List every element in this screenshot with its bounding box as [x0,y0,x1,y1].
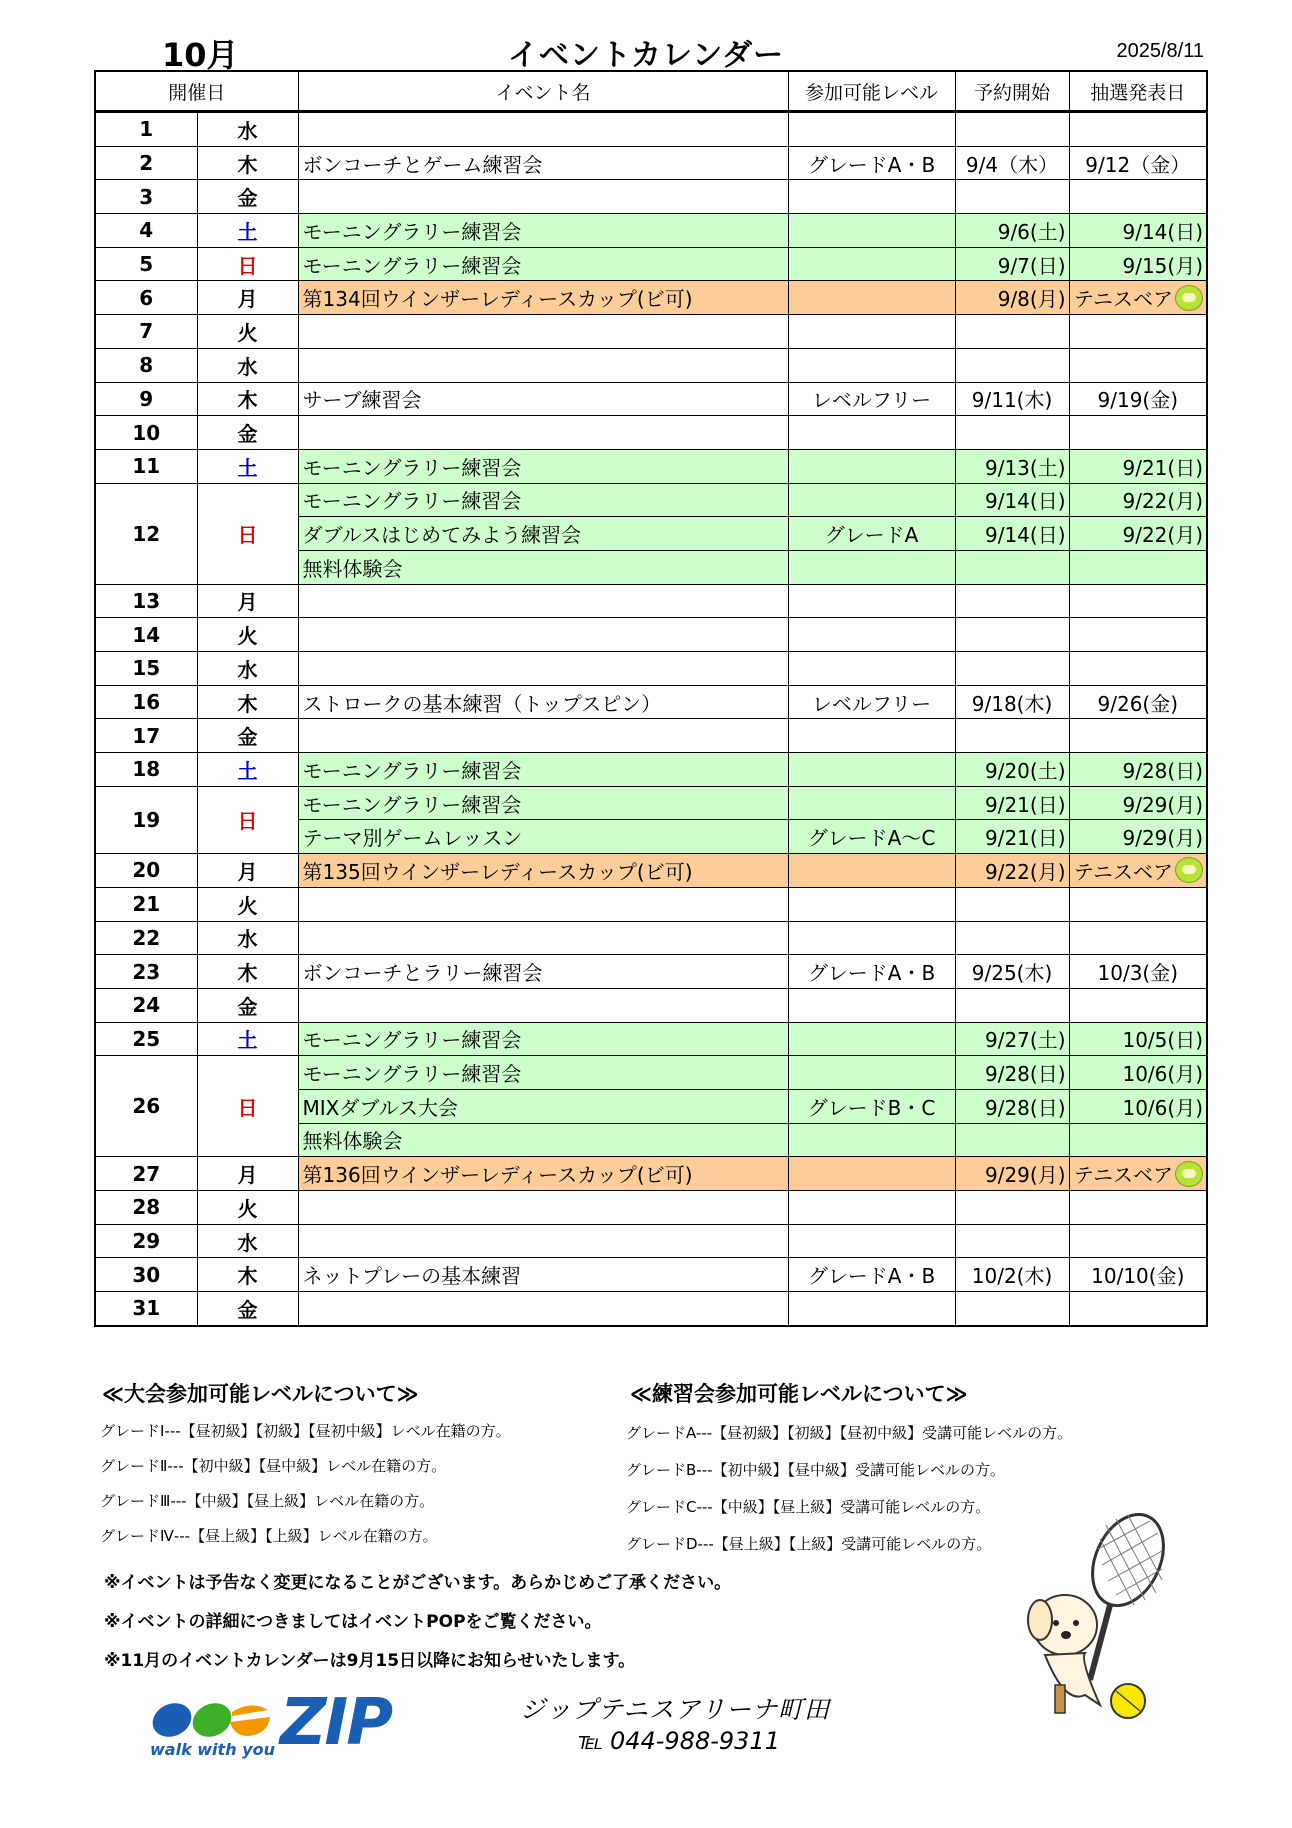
day-number: 5 [95,247,197,281]
event-name [298,1224,788,1258]
table-row [95,1056,1207,1090]
event-name: 第135回ウインザーレディースカップ(ビ可) [298,854,788,888]
day-number: 18 [95,753,197,787]
weekday: 木 [197,1258,298,1292]
reserve-date [955,719,1069,753]
lottery-date: 9/28(日) [1069,753,1207,787]
tournament-level-item: グレードⅠ---【昼初級】【初級】【昼初中級】レベル在籍の方。 [100,1422,511,1440]
day-number: 12 [95,483,197,584]
weekday: 土 [197,449,298,483]
venue-name: ジップテニスアリーナ町田 [520,1695,831,1724]
lottery-date: 9/21(日) [1069,449,1207,483]
day-number: 25 [95,1022,197,1056]
reserve-date: 9/11(木) [955,382,1069,416]
notice-line: ※11月のイベントカレンダーは9月15日以降にお知らせいたします。 [104,1651,636,1671]
lottery-cell [1069,281,1207,315]
event-level [788,550,955,584]
lottery-date [1069,652,1207,686]
day-number: 14 [95,618,197,652]
day-number: 16 [95,685,197,719]
table-row [95,449,1207,483]
reserve-date: 9/29(月) [955,1157,1069,1191]
tennis-bear-icon [1175,285,1203,311]
event-name: MIXダブルス大会 [298,1089,788,1123]
lottery-date [1069,1123,1207,1157]
lottery-date: テニスベア [1073,287,1174,312]
reserve-date [955,618,1069,652]
weekday: 金 [197,180,298,214]
weekday: 日 [197,1056,298,1157]
lottery-date: 9/19(金) [1069,382,1207,416]
event-name: サーブ練習会 [298,382,788,416]
event-name [298,584,788,618]
lottery-date: 9/22(月) [1069,483,1207,517]
reserve-date [955,1123,1069,1157]
lottery-date: テニスベア [1073,1163,1174,1188]
page-title: イベントカレンダー [507,38,785,73]
event-name: 第134回ウインザーレディースカップ(ビ可) [298,281,788,315]
event-level: グレードA [788,517,955,551]
event-name [298,1292,788,1326]
reserve-date: 9/22(月) [955,854,1069,888]
lottery-date [1069,416,1207,450]
event-name: 第136回ウインザーレディースカップ(ビ可) [298,1157,788,1191]
lottery-date: 10/5(日) [1069,1022,1207,1056]
reserve-date [955,1191,1069,1225]
weekday: 月 [197,1157,298,1191]
event-level [788,753,955,787]
lottery-date [1069,112,1207,147]
weekday: 水 [197,1224,298,1258]
reserve-date: 9/27(土) [955,1022,1069,1056]
table-row [95,281,1207,315]
day-number: 30 [95,1258,197,1292]
table-row [95,921,1207,955]
event-name [298,652,788,686]
event-name [298,988,788,1022]
lottery-date: 10/6(月) [1069,1089,1207,1123]
page-month: 10月 [162,36,239,74]
table-row [95,584,1207,618]
weekday: 木 [197,955,298,989]
lottery-date: 10/3(金) [1069,955,1207,989]
reserve-date [955,180,1069,214]
event-name [298,416,788,450]
weekday: 日 [197,483,298,584]
reserve-date: 9/14(日) [955,517,1069,551]
event-name: 無料体験会 [298,1123,788,1157]
lottery-date [1069,1191,1207,1225]
event-name: モーニングラリー練習会 [298,449,788,483]
table-row [95,786,1207,820]
event-level [788,854,955,888]
table-row [95,382,1207,416]
col-header-event: イベント名 [298,71,788,112]
weekday: 月 [197,584,298,618]
day-number: 8 [95,348,197,382]
table-row [95,753,1207,787]
event-level [788,652,955,686]
reserve-date [955,1292,1069,1326]
reserve-date: 9/8(月) [955,281,1069,315]
practice-level-item: グレードA---【昼初級】【初級】【昼初中級】受講可能レベルの方。 [626,1424,1073,1442]
weekday: 水 [197,348,298,382]
weekday: 水 [197,652,298,686]
table-row [95,652,1207,686]
lottery-date: 9/12（金） [1069,146,1207,180]
event-level [788,618,955,652]
day-number: 1 [95,112,197,147]
weekday: 土 [197,214,298,248]
event-level [788,214,955,248]
reserve-date: 9/28(日) [955,1089,1069,1123]
weekday: 月 [197,854,298,888]
tournament-levels-heading: ≪大会参加可能レベルについて≫ [102,1382,419,1406]
day-number: 2 [95,146,197,180]
practice-levels-heading: ≪練習会参加可能レベルについて≫ [630,1382,968,1406]
notice-line: ※イベントの詳細につきましてはイベントPOPをご覧ください。 [104,1612,602,1632]
reserve-date: 9/21(日) [955,820,1069,854]
table-row [95,1292,1207,1326]
reserve-date [955,550,1069,584]
table-row [95,719,1207,753]
lottery-date: 9/14(日) [1069,214,1207,248]
event-name: モーニングラリー練習会 [298,247,788,281]
event-level [788,281,955,315]
table-row [95,618,1207,652]
event-name: 無料体験会 [298,550,788,584]
lottery-date [1069,921,1207,955]
event-level [788,786,955,820]
lottery-cell [1069,854,1207,888]
lottery-date: 9/15(月) [1069,247,1207,281]
lottery-date [1069,348,1207,382]
table-row [95,1022,1207,1056]
reserve-date: 10/2(木) [955,1258,1069,1292]
event-level [788,1022,955,1056]
event-level [788,1191,955,1225]
reserve-date [955,348,1069,382]
reserve-date: 9/18(木) [955,685,1069,719]
event-level: レベルフリー [788,685,955,719]
col-header-level: 参加可能レベル [788,71,955,112]
lottery-date: テニスベア [1073,859,1174,884]
lottery-date [1069,618,1207,652]
day-number: 21 [95,887,197,921]
day-number: 20 [95,854,197,888]
col-header-reserve: 予約開始 [955,71,1069,112]
day-number: 11 [95,449,197,483]
table-header-row [95,71,1207,112]
event-level [788,719,955,753]
lottery-date [1069,988,1207,1022]
tournament-level-item: グレードⅢ---【中級】【昼上級】レベル在籍の方。 [100,1492,435,1510]
event-level [788,416,955,450]
day-number: 3 [95,180,197,214]
event-name [298,112,788,147]
reserve-date: 9/28(日) [955,1056,1069,1090]
lottery-date: 9/29(月) [1069,786,1207,820]
event-level [788,180,955,214]
event-name: テーマ別ゲームレッスン [298,820,788,854]
lottery-date [1069,1224,1207,1258]
logo-tagline: walk with you [150,1740,275,1759]
day-number: 26 [95,1056,197,1157]
event-name [298,618,788,652]
event-level [788,449,955,483]
weekday: 木 [197,146,298,180]
event-level: レベルフリー [788,382,955,416]
event-level [788,247,955,281]
lottery-date [1069,584,1207,618]
event-name: モーニングラリー練習会 [298,214,788,248]
venue-tel: ℡ 044-988-9311 [578,1727,780,1755]
event-name: ストロークの基本練習（トップスピン） [298,685,788,719]
weekday: 火 [197,618,298,652]
weekday: 木 [197,685,298,719]
event-level: グレードA・B [788,1258,955,1292]
event-level [788,921,955,955]
event-name [298,887,788,921]
day-number: 13 [95,584,197,618]
day-number: 24 [95,988,197,1022]
event-level [788,584,955,618]
reserve-date [955,416,1069,450]
event-name: モーニングラリー練習会 [298,1022,788,1056]
lottery-date [1069,180,1207,214]
table-row [95,854,1207,888]
lottery-date: 9/22(月) [1069,517,1207,551]
event-level: グレードA・B [788,955,955,989]
event-level [788,112,955,147]
lottery-date [1069,719,1207,753]
reserve-date: 9/4（木） [955,146,1069,180]
day-number: 15 [95,652,197,686]
weekday: 金 [197,1292,298,1326]
weekday: 金 [197,988,298,1022]
weekday: 水 [197,921,298,955]
lottery-date [1069,315,1207,349]
table-row [95,685,1207,719]
weekday: 土 [197,1022,298,1056]
event-name: ボンコーチとゲーム練習会 [298,146,788,180]
day-number: 23 [95,955,197,989]
event-level [788,1292,955,1326]
lottery-cell [1069,1157,1207,1191]
lottery-date: 10/10(金) [1069,1258,1207,1292]
reserve-date: 9/7(日) [955,247,1069,281]
day-number: 27 [95,1157,197,1191]
logo-text: ZIP [280,1686,392,1760]
event-name [298,719,788,753]
event-calendar-table [94,70,1208,1327]
event-name: モーニングラリー練習会 [298,1056,788,1090]
weekday: 火 [197,315,298,349]
event-name [298,348,788,382]
dog-mascot-illustration [1010,1505,1180,1725]
reserve-date [955,921,1069,955]
event-level [788,1224,955,1258]
event-name: モーニングラリー練習会 [298,786,788,820]
issue-date: 2025/8/11 [1116,40,1204,62]
table-row [95,1258,1207,1292]
day-number: 4 [95,214,197,248]
reserve-date [955,1224,1069,1258]
event-level [788,483,955,517]
reserve-date: 9/21(日) [955,786,1069,820]
table-row [95,315,1207,349]
day-number: 10 [95,416,197,450]
event-name: ダブルスはじめてみよう練習会 [298,517,788,551]
event-level [788,1056,955,1090]
event-level: グレードB・C [788,1089,955,1123]
event-level [788,1123,955,1157]
day-number: 6 [95,281,197,315]
practice-level-item: グレードB---【初中級】【昼中級】受講可能レベルの方。 [626,1461,1006,1479]
reserve-date: 9/25(木) [955,955,1069,989]
table-row [95,1224,1207,1258]
reserve-date: 9/14(日) [955,483,1069,517]
weekday: 日 [197,786,298,853]
event-name [298,921,788,955]
event-name: ボンコーチとラリー練習会 [298,955,788,989]
day-number: 28 [95,1191,197,1225]
event-name [298,315,788,349]
day-number: 7 [95,315,197,349]
event-level: グレードA～C [788,820,955,854]
notice-line: ※イベントは予告なく変更になることがございます。あらかじめご了承ください。 [104,1573,732,1593]
table-row [95,146,1207,180]
reserve-date: 9/13(土) [955,449,1069,483]
table-row [95,483,1207,517]
event-name: モーニングラリー練習会 [298,753,788,787]
table-row [95,214,1207,248]
table-row [95,247,1207,281]
weekday: 水 [197,112,298,147]
weekday: 金 [197,416,298,450]
table-row [95,416,1207,450]
practice-level-item: グレードC---【中級】【昼上級】受講可能レベルの方。 [626,1498,991,1516]
event-level: グレードA・B [788,146,955,180]
reserve-date [955,988,1069,1022]
weekday: 火 [197,887,298,921]
table-row [95,348,1207,382]
tournament-level-item: グレードⅣ---【昼上級】【上級】レベル在籍の方。 [100,1527,438,1545]
event-level [788,315,955,349]
tournament-level-item: グレードⅡ---【初中級】【昼中級】レベル在籍の方。 [100,1457,447,1475]
table-row [95,180,1207,214]
reserve-date [955,652,1069,686]
day-number: 29 [95,1224,197,1258]
lottery-date: 10/6(月) [1069,1056,1207,1090]
lottery-date [1069,887,1207,921]
practice-level-item: グレードD---【昼上級】【上級】受講可能レベルの方。 [626,1535,992,1553]
weekday: 木 [197,382,298,416]
reserve-date [955,315,1069,349]
day-number: 31 [95,1292,197,1326]
table-row [95,1191,1207,1225]
event-name [298,180,788,214]
day-number: 19 [95,786,197,853]
weekday: 金 [197,719,298,753]
table-row [95,1157,1207,1191]
lottery-date: 9/26(金) [1069,685,1207,719]
reserve-date [955,584,1069,618]
day-number: 9 [95,382,197,416]
reserve-date [955,887,1069,921]
tennis-bear-icon [1175,857,1203,883]
event-level [788,1157,955,1191]
event-name: ネットプレーの基本練習 [298,1258,788,1292]
weekday: 土 [197,753,298,787]
zip-logo [150,1686,420,1770]
col-header-lottery: 抽選発表日 [1069,71,1207,112]
weekday: 火 [197,1191,298,1225]
weekday: 日 [197,247,298,281]
table-row [95,955,1207,989]
table-row [95,112,1207,147]
lottery-date [1069,1292,1207,1326]
event-level [788,988,955,1022]
event-level [788,887,955,921]
tennis-bear-icon [1175,1161,1203,1187]
event-level [788,348,955,382]
table-row [95,988,1207,1022]
reserve-date [955,112,1069,147]
table-row [95,887,1207,921]
event-name [298,1191,788,1225]
lottery-date: 9/29(月) [1069,820,1207,854]
weekday: 月 [197,281,298,315]
col-header-date: 開催日 [95,71,298,112]
reserve-date: 9/20(土) [955,753,1069,787]
day-number: 22 [95,921,197,955]
event-name: モーニングラリー練習会 [298,483,788,517]
day-number: 17 [95,719,197,753]
lottery-date [1069,550,1207,584]
reserve-date: 9/6(土) [955,214,1069,248]
